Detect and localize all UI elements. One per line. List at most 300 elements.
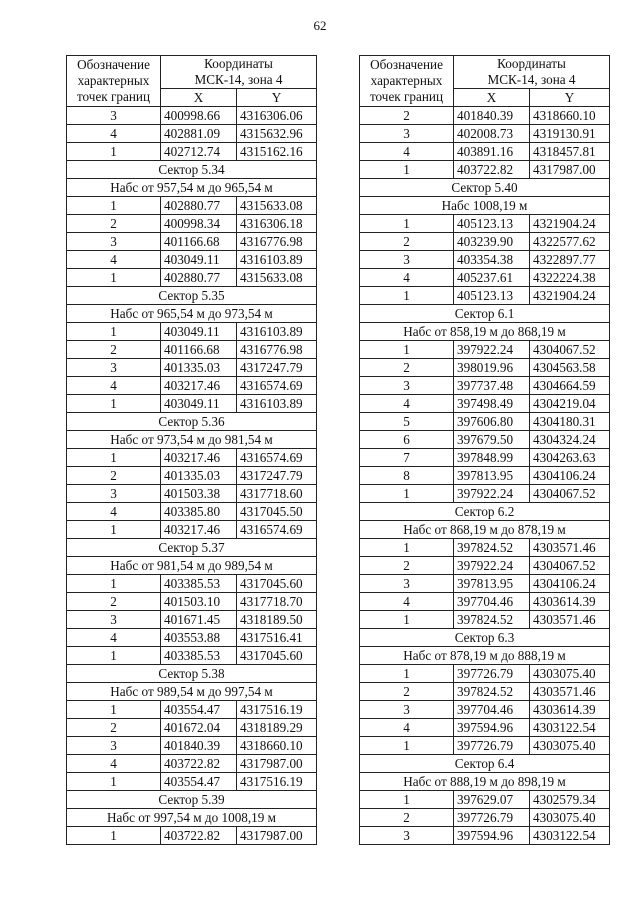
x-coordinate-cell: 397824.52 — [454, 611, 530, 629]
table-row — [360, 665, 610, 683]
point-number-cell: 3 — [67, 611, 161, 629]
points-header-line: Обозначение — [370, 57, 443, 72]
sector-row — [67, 161, 317, 179]
table-row — [67, 215, 317, 233]
point-number-cell: 2 — [360, 809, 454, 827]
x-coordinate-cell: 403722.82 — [454, 161, 530, 179]
table-row — [67, 611, 317, 629]
point-number-cell: 3 — [360, 251, 454, 269]
x-coordinate-cell: 401335.03 — [161, 359, 237, 377]
table-row — [360, 233, 610, 251]
y-coordinate-cell: 4316103.89 — [237, 323, 317, 341]
y-coordinate-cell: 4303614.39 — [530, 701, 610, 719]
point-number-cell: 1 — [67, 575, 161, 593]
x-coordinate-cell: 402880.77 — [161, 269, 237, 287]
sector-row — [67, 683, 317, 701]
table-row — [360, 557, 610, 575]
points-header — [360, 56, 454, 107]
y-coordinate-cell: 4317045.50 — [237, 503, 317, 521]
x-coordinate-cell: 403554.47 — [161, 773, 237, 791]
x-coordinate-cell: 401840.39 — [454, 107, 530, 125]
table-row — [67, 377, 317, 395]
point-number-cell: 3 — [360, 125, 454, 143]
y-coordinate-cell: 4315632.96 — [237, 125, 317, 143]
sector-title: Набс от 868,19 м до 878,19 м — [360, 521, 610, 539]
point-number-cell: 1 — [67, 395, 161, 413]
y-coordinate-cell: 4317516.19 — [237, 701, 317, 719]
point-number-cell: 1 — [360, 665, 454, 683]
table-row — [360, 359, 610, 377]
point-number-cell: 1 — [67, 701, 161, 719]
point-number-cell: 1 — [67, 521, 161, 539]
table-row — [360, 413, 610, 431]
table-row — [360, 683, 610, 701]
point-number-cell: 2 — [67, 719, 161, 737]
y-coordinate-cell: 4322577.62 — [530, 233, 610, 251]
point-number-cell: 4 — [67, 251, 161, 269]
sector-row — [360, 755, 610, 773]
point-number-cell: 1 — [360, 215, 454, 233]
point-number-cell: 1 — [360, 161, 454, 179]
y-coordinate-cell: 4316306.18 — [237, 215, 317, 233]
point-number-cell: 5 — [360, 413, 454, 431]
y-coordinate-cell: 4316574.69 — [237, 377, 317, 395]
table-row — [360, 737, 610, 755]
table-row — [67, 503, 317, 521]
sector-row — [360, 773, 610, 791]
table-row — [360, 611, 610, 629]
x-coordinate-cell: 403049.11 — [161, 251, 237, 269]
sector-title: Сектор 5.38 — [67, 665, 317, 683]
y-coordinate-cell: 4315633.08 — [237, 269, 317, 287]
y-coordinate-cell: 4303122.54 — [530, 719, 610, 737]
coords-header — [454, 56, 610, 89]
sector-title: Набс от 973,54 м до 981,54 м — [67, 431, 317, 449]
x-coordinate-cell: 397629.07 — [454, 791, 530, 809]
x-coordinate-cell: 405237.61 — [454, 269, 530, 287]
table-row — [67, 521, 317, 539]
point-number-cell: 4 — [360, 593, 454, 611]
table-row — [360, 143, 610, 161]
x-coordinate-cell: 403891.16 — [454, 143, 530, 161]
y-coordinate-cell: 4318457.81 — [530, 143, 610, 161]
x-coordinate-cell: 401671.45 — [161, 611, 237, 629]
table-row — [67, 107, 317, 125]
y-coordinate-cell: 4303614.39 — [530, 593, 610, 611]
x-coordinate-cell: 401166.68 — [161, 233, 237, 251]
table-row — [360, 467, 610, 485]
y-coordinate-cell: 4304219.04 — [530, 395, 610, 413]
table-row — [67, 449, 317, 467]
x-coordinate-cell: 403553.88 — [161, 629, 237, 647]
sector-row — [67, 413, 317, 431]
point-number-cell: 1 — [360, 737, 454, 755]
y-coordinate-cell: 4317987.00 — [237, 827, 317, 845]
point-number-cell: 1 — [360, 287, 454, 305]
coords-header-line: Координаты — [204, 56, 273, 71]
y-coordinate-cell: 4317516.19 — [237, 773, 317, 791]
x-coordinate-cell: 397498.49 — [454, 395, 530, 413]
point-number-cell: 3 — [360, 701, 454, 719]
point-number-cell: 2 — [360, 359, 454, 377]
y-coordinate-cell: 4303571.46 — [530, 611, 610, 629]
point-number-cell: 4 — [67, 629, 161, 647]
point-number-cell: 3 — [67, 107, 161, 125]
x-coordinate-cell: 403385.53 — [161, 575, 237, 593]
point-number-cell: 3 — [360, 827, 454, 845]
x-coordinate-cell: 397704.46 — [454, 701, 530, 719]
sector-title: Набс от 965,54 м до 973,54 м — [67, 305, 317, 323]
table-row — [67, 737, 317, 755]
coords-header — [161, 56, 317, 89]
table-row — [360, 215, 610, 233]
table-row — [360, 809, 610, 827]
y-coordinate-cell: 4319130.91 — [530, 125, 610, 143]
table-row — [360, 539, 610, 557]
coords-header-line: МСК-14, зона 4 — [194, 72, 283, 87]
table-body — [67, 56, 317, 845]
y-coordinate-cell: 4303571.46 — [530, 539, 610, 557]
x-header: X — [454, 89, 530, 107]
sector-title: Сектор 5.39 — [67, 791, 317, 809]
y-coordinate-cell: 4304664.59 — [530, 377, 610, 395]
sector-title: Сектор 6.3 — [360, 629, 610, 647]
y-coordinate-cell: 4304324.24 — [530, 431, 610, 449]
point-number-cell: 4 — [67, 377, 161, 395]
x-coordinate-cell: 401335.03 — [161, 467, 237, 485]
x-coordinate-cell: 397848.99 — [454, 449, 530, 467]
table-row — [360, 701, 610, 719]
point-number-cell: 4 — [67, 755, 161, 773]
table-row — [67, 323, 317, 341]
point-number-cell: 2 — [67, 593, 161, 611]
x-coordinate-cell: 403722.82 — [161, 827, 237, 845]
y-coordinate-cell: 4318189.50 — [237, 611, 317, 629]
y-coordinate-cell: 4303075.40 — [530, 665, 610, 683]
x-coordinate-cell: 403722.82 — [161, 755, 237, 773]
y-coordinate-cell: 4321904.24 — [530, 215, 610, 233]
table-row — [360, 719, 610, 737]
point-number-cell: 3 — [360, 575, 454, 593]
y-header: Y — [237, 89, 317, 107]
sector-row — [360, 647, 610, 665]
y-coordinate-cell: 4317987.00 — [530, 161, 610, 179]
table-row — [67, 701, 317, 719]
coordinates-table-left — [66, 55, 317, 845]
sector-title: Сектор 6.2 — [360, 503, 610, 521]
sector-title: Набс от 888,19 м до 898,19 м — [360, 773, 610, 791]
point-number-cell: 1 — [360, 539, 454, 557]
y-coordinate-cell: 4318660.10 — [237, 737, 317, 755]
x-coordinate-cell: 401503.10 — [161, 593, 237, 611]
x-coordinate-cell: 405123.13 — [454, 215, 530, 233]
x-coordinate-cell: 403049.11 — [161, 395, 237, 413]
sector-row — [67, 431, 317, 449]
y-coordinate-cell: 4317247.79 — [237, 359, 317, 377]
point-number-cell: 1 — [67, 773, 161, 791]
point-number-cell: 4 — [360, 719, 454, 737]
table-row — [360, 485, 610, 503]
x-coordinate-cell: 403049.11 — [161, 323, 237, 341]
x-coordinate-cell: 397824.52 — [454, 683, 530, 701]
x-coordinate-cell: 403239.90 — [454, 233, 530, 251]
x-coordinate-cell: 403385.80 — [161, 503, 237, 521]
points-header-line: точек границ — [76, 89, 151, 104]
y-coordinate-cell: 4303571.46 — [530, 683, 610, 701]
point-number-cell: 8 — [360, 467, 454, 485]
y-coordinate-cell: 4317718.60 — [237, 485, 317, 503]
sector-row — [360, 323, 610, 341]
sector-row — [360, 179, 610, 197]
point-number-cell: 1 — [67, 827, 161, 845]
coords-header-line: МСК-14, зона 4 — [487, 72, 576, 87]
x-coordinate-cell: 397704.46 — [454, 593, 530, 611]
point-number-cell: 2 — [360, 107, 454, 125]
point-number-cell: 7 — [360, 449, 454, 467]
sector-title: Сектор 5.34 — [67, 161, 317, 179]
x-coordinate-cell: 405123.13 — [454, 287, 530, 305]
sector-title: Сектор 6.4 — [360, 755, 610, 773]
table-row — [360, 161, 610, 179]
point-number-cell: 4 — [67, 125, 161, 143]
x-coordinate-cell: 403554.47 — [161, 701, 237, 719]
x-coordinate-cell: 397594.96 — [454, 827, 530, 845]
sector-row — [67, 809, 317, 827]
y-coordinate-cell: 4322224.38 — [530, 269, 610, 287]
y-coordinate-cell: 4316776.98 — [237, 233, 317, 251]
y-coordinate-cell: 4304067.52 — [530, 485, 610, 503]
x-coordinate-cell: 397922.24 — [454, 485, 530, 503]
sector-row — [67, 539, 317, 557]
table-row — [67, 575, 317, 593]
sector-row — [67, 179, 317, 197]
table-row — [360, 269, 610, 287]
y-coordinate-cell: 4322897.77 — [530, 251, 610, 269]
x-coordinate-cell: 402881.09 — [161, 125, 237, 143]
point-number-cell: 1 — [67, 143, 161, 161]
y-coordinate-cell: 4316103.89 — [237, 395, 317, 413]
x-coordinate-cell: 403217.46 — [161, 521, 237, 539]
sector-title: Набс от 981,54 м до 989,54 м — [67, 557, 317, 575]
sector-row — [67, 305, 317, 323]
sector-title: Набс от 957,54 м до 965,54 м — [67, 179, 317, 197]
sector-row — [360, 197, 610, 215]
x-coordinate-cell: 397813.95 — [454, 467, 530, 485]
coordinates-table-right — [359, 55, 610, 845]
x-coordinate-cell: 397922.24 — [454, 341, 530, 359]
x-coordinate-cell: 397813.95 — [454, 575, 530, 593]
x-coordinate-cell: 400998.34 — [161, 215, 237, 233]
y-coordinate-cell: 4304180.31 — [530, 413, 610, 431]
point-number-cell: 6 — [360, 431, 454, 449]
table-row — [67, 197, 317, 215]
table-row — [67, 233, 317, 251]
point-number-cell: 1 — [360, 341, 454, 359]
x-coordinate-cell: 401166.68 — [161, 341, 237, 359]
x-coordinate-cell: 400998.66 — [161, 107, 237, 125]
sector-title: Набс 1008,19 м — [360, 197, 610, 215]
table-row — [67, 341, 317, 359]
x-coordinate-cell: 397824.52 — [454, 539, 530, 557]
y-coordinate-cell: 4317247.79 — [237, 467, 317, 485]
point-number-cell: 1 — [67, 647, 161, 665]
table-row — [360, 341, 610, 359]
point-number-cell: 2 — [67, 467, 161, 485]
table-body — [360, 56, 610, 845]
point-number-cell: 3 — [67, 359, 161, 377]
table-row — [67, 755, 317, 773]
points-header-line: Обозначение — [77, 57, 150, 72]
point-number-cell: 2 — [67, 341, 161, 359]
sector-row — [67, 791, 317, 809]
table-row — [67, 359, 317, 377]
points-header — [67, 56, 161, 107]
sector-row — [360, 503, 610, 521]
y-coordinate-cell: 4303075.40 — [530, 737, 610, 755]
point-number-cell: 4 — [360, 269, 454, 287]
x-coordinate-cell: 402008.73 — [454, 125, 530, 143]
x-coordinate-cell: 402712.74 — [161, 143, 237, 161]
sector-title: Сектор 5.40 — [360, 179, 610, 197]
table-row — [360, 125, 610, 143]
x-header: X — [161, 89, 237, 107]
table-row — [67, 629, 317, 647]
table-row — [360, 287, 610, 305]
sector-row — [360, 629, 610, 647]
y-coordinate-cell: 4321904.24 — [530, 287, 610, 305]
x-coordinate-cell: 403354.38 — [454, 251, 530, 269]
sector-row — [67, 557, 317, 575]
point-number-cell: 1 — [360, 791, 454, 809]
table-row — [67, 467, 317, 485]
x-coordinate-cell: 403385.53 — [161, 647, 237, 665]
sector-title: Набс от 989,54 м до 997,54 м — [67, 683, 317, 701]
y-coordinate-cell: 4315162.16 — [237, 143, 317, 161]
point-number-cell: 4 — [67, 503, 161, 521]
y-coordinate-cell: 4304106.24 — [530, 575, 610, 593]
y-coordinate-cell: 4304563.58 — [530, 359, 610, 377]
y-coordinate-cell: 4316574.69 — [237, 449, 317, 467]
y-coordinate-cell: 4304067.52 — [530, 341, 610, 359]
point-number-cell: 1 — [67, 269, 161, 287]
y-coordinate-cell: 4316103.89 — [237, 251, 317, 269]
table-row — [67, 125, 317, 143]
point-number-cell: 3 — [67, 737, 161, 755]
points-header-line: характерных — [370, 73, 443, 88]
y-coordinate-cell: 4303122.54 — [530, 827, 610, 845]
point-number-cell: 4 — [360, 395, 454, 413]
coords-header-line: Координаты — [497, 56, 566, 71]
point-number-cell: 4 — [360, 143, 454, 161]
x-coordinate-cell: 401503.38 — [161, 485, 237, 503]
sector-title: Сектор 5.37 — [67, 539, 317, 557]
sector-title: Набс от 858,19 м до 868,19 м — [360, 323, 610, 341]
table-row — [360, 575, 610, 593]
y-header: Y — [530, 89, 610, 107]
y-coordinate-cell: 4317987.00 — [237, 755, 317, 773]
point-number-cell: 3 — [67, 233, 161, 251]
x-coordinate-cell: 397594.96 — [454, 719, 530, 737]
y-coordinate-cell: 4316776.98 — [237, 341, 317, 359]
table-row — [67, 251, 317, 269]
y-coordinate-cell: 4303075.40 — [530, 809, 610, 827]
table-row — [67, 827, 317, 845]
table-row — [67, 593, 317, 611]
point-number-cell: 1 — [360, 611, 454, 629]
table-row — [360, 791, 610, 809]
y-coordinate-cell: 4318189.29 — [237, 719, 317, 737]
y-coordinate-cell: 4304106.24 — [530, 467, 610, 485]
points-header-line: точек границ — [369, 89, 444, 104]
table-row — [67, 269, 317, 287]
table-row — [67, 773, 317, 791]
point-number-cell: 2 — [67, 215, 161, 233]
point-number-cell: 3 — [67, 485, 161, 503]
y-coordinate-cell: 4317718.70 — [237, 593, 317, 611]
table-row — [360, 827, 610, 845]
x-coordinate-cell: 403217.46 — [161, 377, 237, 395]
x-coordinate-cell: 397726.79 — [454, 665, 530, 683]
x-coordinate-cell: 403217.46 — [161, 449, 237, 467]
x-coordinate-cell: 402880.77 — [161, 197, 237, 215]
sector-row — [67, 287, 317, 305]
x-coordinate-cell: 397726.79 — [454, 737, 530, 755]
sector-title: Сектор 5.36 — [67, 413, 317, 431]
y-coordinate-cell: 4317045.60 — [237, 575, 317, 593]
x-coordinate-cell: 397922.24 — [454, 557, 530, 575]
sector-title: Сектор 5.35 — [67, 287, 317, 305]
y-coordinate-cell: 4302579.34 — [530, 791, 610, 809]
y-coordinate-cell: 4318660.10 — [530, 107, 610, 125]
points-header-line: характерных — [77, 73, 150, 88]
point-number-cell: 1 — [67, 323, 161, 341]
x-coordinate-cell: 397606.80 — [454, 413, 530, 431]
x-coordinate-cell: 401672.04 — [161, 719, 237, 737]
sector-title: Набс от 878,19 м до 888,19 м — [360, 647, 610, 665]
point-number-cell: 2 — [360, 557, 454, 575]
table-row — [360, 449, 610, 467]
x-coordinate-cell: 397737.48 — [454, 377, 530, 395]
table-row — [360, 377, 610, 395]
x-coordinate-cell: 401840.39 — [161, 737, 237, 755]
sector-row — [67, 665, 317, 683]
table-row — [67, 647, 317, 665]
table-row — [67, 143, 317, 161]
sector-title: Набс от 997,54 м до 1008,19 м — [67, 809, 317, 827]
point-number-cell: 2 — [360, 233, 454, 251]
x-coordinate-cell: 397679.50 — [454, 431, 530, 449]
y-coordinate-cell: 4317045.60 — [237, 647, 317, 665]
x-coordinate-cell: 398019.96 — [454, 359, 530, 377]
table-row — [67, 485, 317, 503]
y-coordinate-cell: 4304263.63 — [530, 449, 610, 467]
y-coordinate-cell: 4315633.08 — [237, 197, 317, 215]
table-row — [360, 107, 610, 125]
table-row — [360, 395, 610, 413]
point-number-cell: 2 — [360, 683, 454, 701]
y-coordinate-cell: 4317516.41 — [237, 629, 317, 647]
y-coordinate-cell: 4316306.06 — [237, 107, 317, 125]
point-number-cell: 1 — [67, 449, 161, 467]
point-number-cell: 3 — [360, 377, 454, 395]
table-row — [360, 593, 610, 611]
y-coordinate-cell: 4316574.69 — [237, 521, 317, 539]
sector-row — [360, 521, 610, 539]
point-number-cell: 1 — [360, 485, 454, 503]
sector-title: Сектор 6.1 — [360, 305, 610, 323]
y-coordinate-cell: 4304067.52 — [530, 557, 610, 575]
point-number-cell: 1 — [67, 197, 161, 215]
